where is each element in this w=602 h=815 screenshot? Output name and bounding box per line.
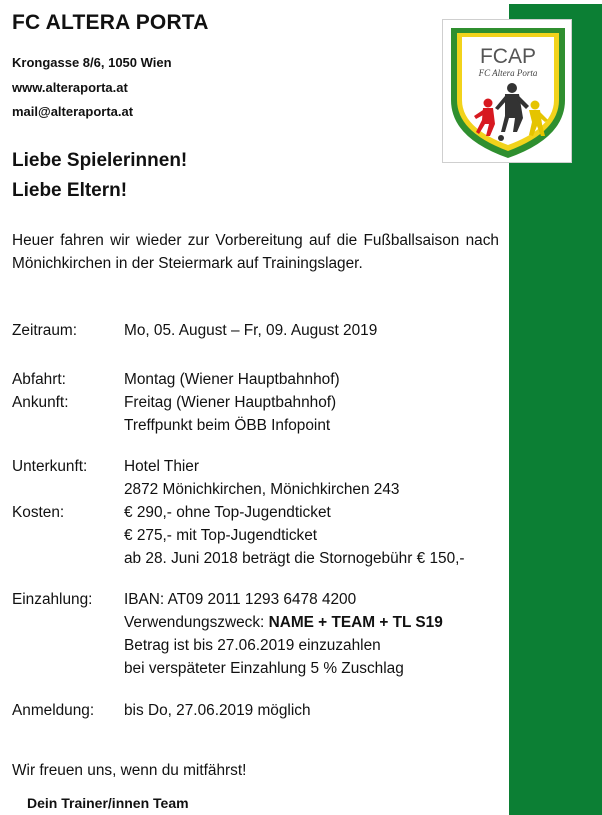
label-einzahlung: Einzahlung: xyxy=(12,591,93,608)
label-unterkunft: Unterkunft: xyxy=(12,458,88,475)
club-website: www.alteraporta.at xyxy=(12,80,128,95)
value-hotel-address: 2872 Mönichkirchen, Mönichkirchen 243 xyxy=(124,481,400,498)
club-logo xyxy=(442,19,572,163)
signature: Dein Trainer/innen Team xyxy=(27,795,189,811)
label-kosten: Kosten: xyxy=(12,504,65,521)
club-address: Krongasse 8/6, 1050 Wien xyxy=(12,55,172,70)
intro-paragraph: Heuer fahren wir wieder zur Vorbereitung auf die Fußballsaison nach Mönichkirchen in der Steiermark auf Trainingslager. xyxy=(12,232,499,272)
greeting-players: Liebe Spielerinnen! xyxy=(12,150,188,171)
logo-abbrev: FCAP xyxy=(479,45,537,68)
greeting-parents: Liebe Eltern! xyxy=(12,180,128,201)
label-anmeldung: Anmeldung: xyxy=(12,702,95,719)
value-cancellation: ab 28. Juni 2018 beträgt die Stornogebühr € 150,- xyxy=(124,550,465,567)
label-abfahrt: Abfahrt: xyxy=(12,371,66,388)
club-email: mail@alteraporta.at xyxy=(12,104,134,119)
label-ankunft: Ankunft: xyxy=(12,394,69,411)
purpose-value: NAME + TEAM + TL S19 xyxy=(268,614,443,631)
value-iban: IBAN: AT09 2011 1293 6478 4200 xyxy=(124,591,357,608)
value-abfahrt: Montag (Wiener Hauptbahnhof) xyxy=(124,371,340,388)
value-surcharge: bei verspäteter Einzahlung 5 % Zuschlag xyxy=(124,660,404,677)
value-price-without: € 290,- ohne Top-Jugendticket xyxy=(124,504,331,521)
club-name: FC ALTERA PORTA xyxy=(12,11,209,34)
value-deadline: Betrag ist bis 27.06.2019 einzuzahlen xyxy=(124,637,381,654)
purpose-label: Verwendungszweck: xyxy=(124,614,269,631)
bar-top-gap xyxy=(509,0,602,4)
value-purpose xyxy=(124,614,443,632)
value-anmeldung: bis Do, 27.06.2019 möglich xyxy=(124,702,311,719)
value-hotel: Hotel Thier xyxy=(124,458,199,475)
value-ankunft: Freitag (Wiener Hauptbahnhof) xyxy=(124,394,337,411)
label-zeitraum: Zeitraum: xyxy=(12,322,77,339)
value-price-with: € 275,- mit Top-Jugendticket xyxy=(124,527,318,544)
value-zeitraum: Mo, 05. August – Fr, 09. August 2019 xyxy=(124,322,378,339)
closing-text: Wir freuen uns, wenn du mitfährst! xyxy=(12,762,247,779)
value-treffpunkt: Treffpunkt beim ÖBB Infopoint xyxy=(124,417,331,434)
logo-subtitle: FC Altera Porta xyxy=(478,68,538,78)
club-crest-icon xyxy=(443,20,573,164)
